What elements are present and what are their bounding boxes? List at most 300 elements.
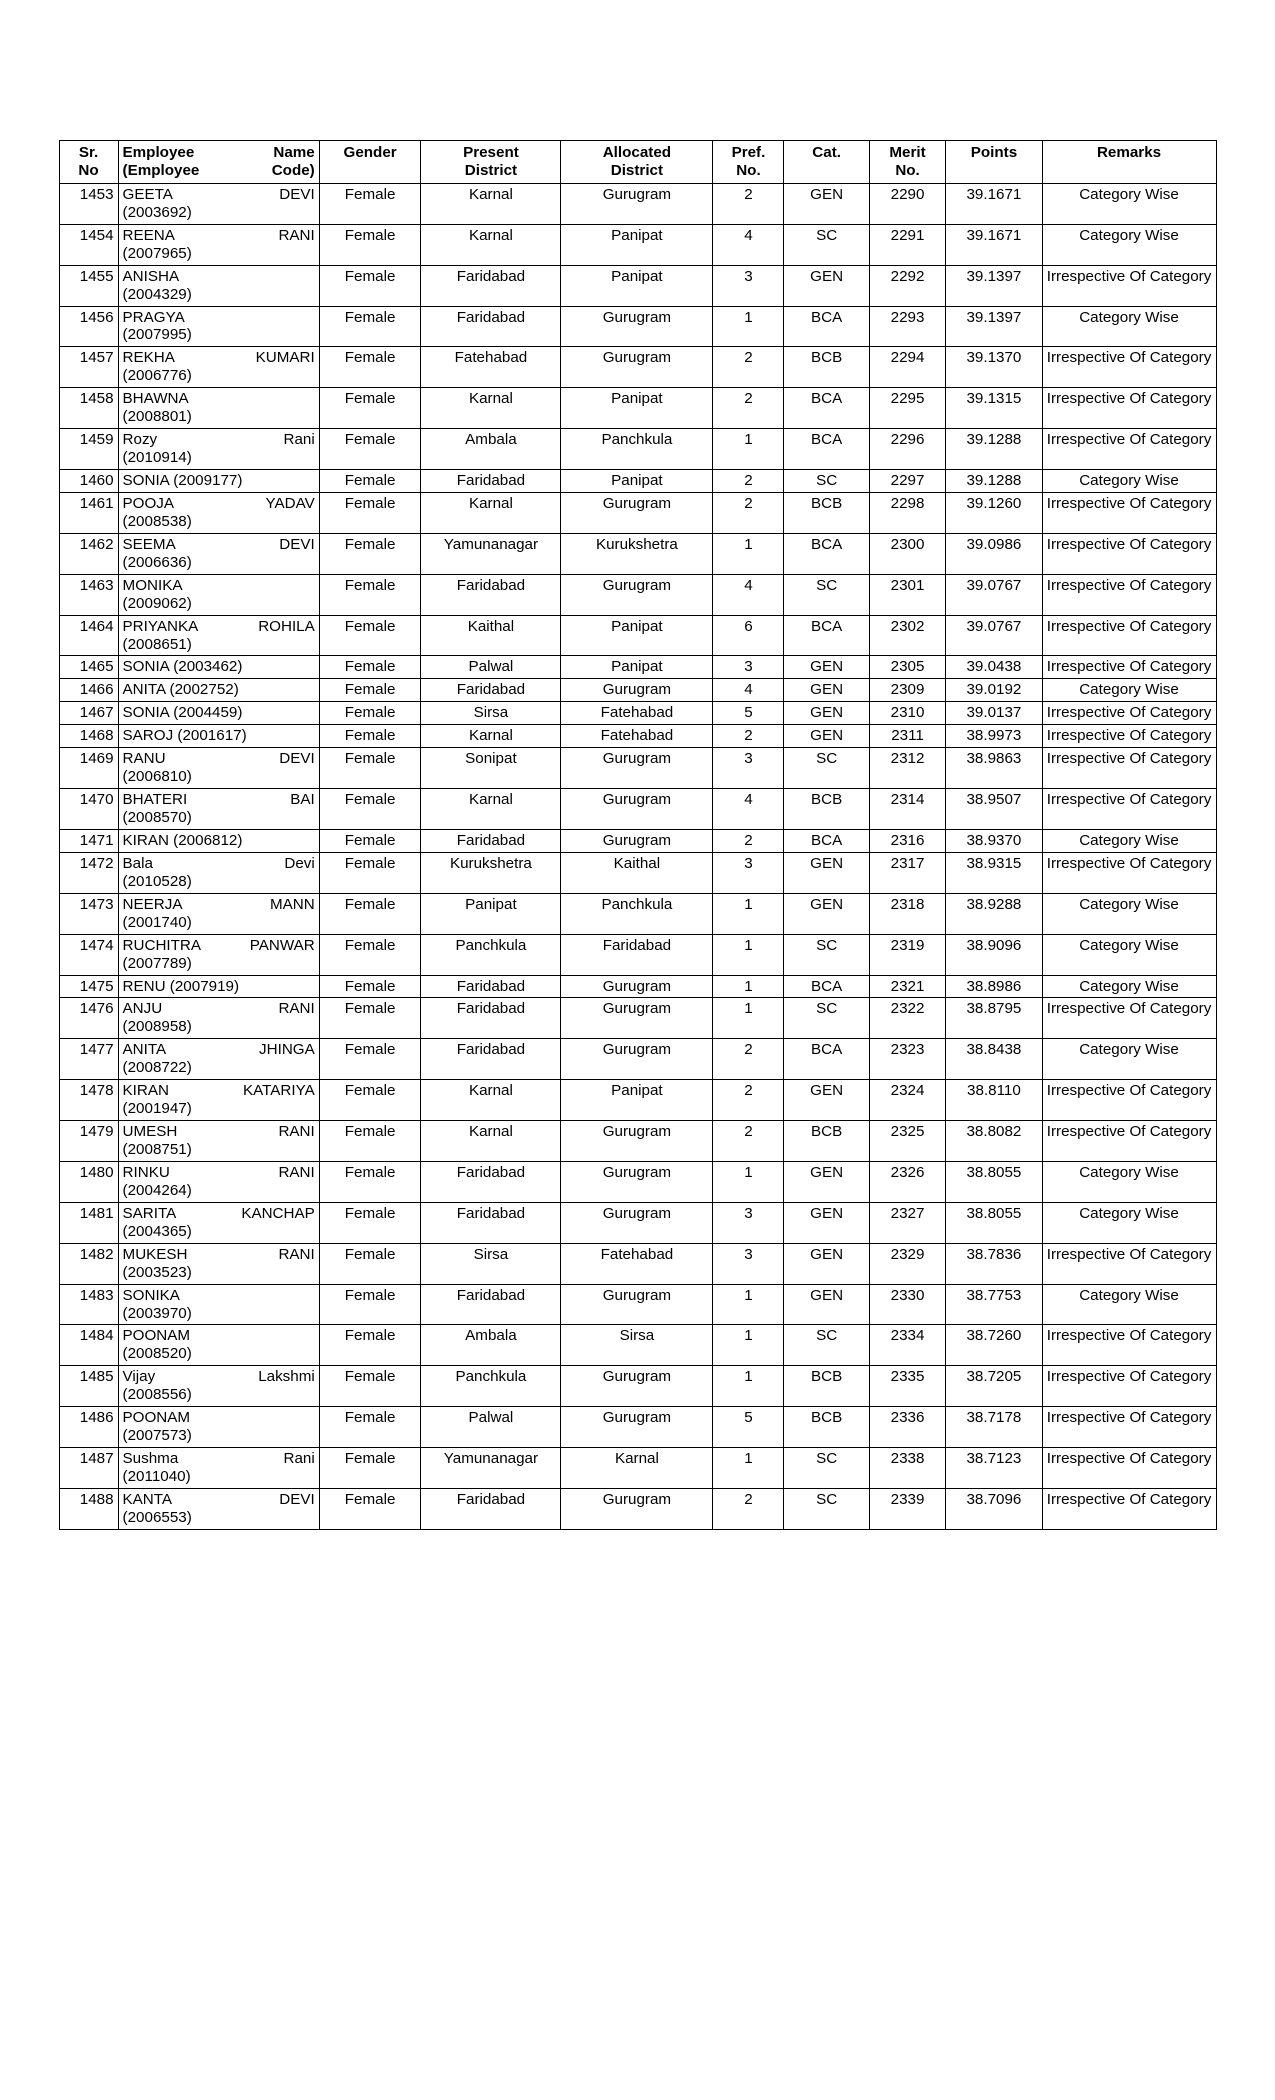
cell-category: SC [784,1325,869,1366]
cell-present-district: Faridabad [421,1202,561,1243]
header-line: Remarks [1096,144,1162,161]
cell-present-district: Karnal [421,1080,561,1121]
table-row [59,1080,1216,1121]
cell-points: 38.9288 [946,893,1042,934]
cell-sr-no: 1474 [59,934,118,975]
employee-code-text: (2007573) [122,1427,192,1445]
cell-employee-name [118,934,319,975]
cell-sr-no: 1483 [59,1284,118,1325]
cell-merit-no: 2301 [869,574,946,615]
cell-employee-name [118,1161,319,1202]
cell-sr-no: 1482 [59,1243,118,1284]
cell-category: SC [784,1488,869,1529]
cell-points: 39.1315 [946,388,1042,429]
cell-category: SC [784,224,869,265]
employee-name-text: BHAWNA [122,390,189,408]
table-row [59,265,1216,306]
cell-sr-no: 1484 [59,1325,118,1366]
cell-pref-no: 3 [713,656,784,679]
cell-pref-no: 1 [713,1161,784,1202]
cell-pref-no: 1 [713,934,784,975]
cell-merit-no: 2334 [869,1325,946,1366]
cell-present-district: Ambala [421,1325,561,1366]
cell-remarks: Category Wise [1042,1161,1216,1202]
employee-code-text: (2008556) [122,1386,192,1404]
cell-merit-no: 2330 [869,1284,946,1325]
cell-pref-no: 1 [713,429,784,470]
employee-code-text: (2008520) [122,1345,192,1363]
cell-allocated-district: Gurugram [561,1407,713,1448]
cell-allocated-district: Gurugram [561,1202,713,1243]
cell-employee-name [118,1407,319,1448]
cell-gender: Female [319,1366,421,1407]
cell-category: BCB [784,1366,869,1407]
cell-points: 38.8082 [946,1121,1042,1162]
cell-gender: Female [319,1284,421,1325]
table-header [59,141,1216,184]
cell-pref-no: 2 [713,1080,784,1121]
cell-sr-no: 1453 [59,183,118,224]
cell-present-district: Faridabad [421,1284,561,1325]
table-row [59,429,1216,470]
cell-pref-no: 3 [713,1243,784,1284]
cell-points: 39.1370 [946,347,1042,388]
cell-employee-name [118,852,319,893]
employee-name-text: PRAGYA [122,308,185,326]
cell-gender: Female [319,429,421,470]
cell-sr-no: 1461 [59,492,118,533]
cell-points: 38.8055 [946,1161,1042,1202]
cell-pref-no: 3 [713,748,784,789]
cell-remarks: Category Wise [1042,1284,1216,1325]
cell-merit-no: 2319 [869,934,946,975]
cell-employee-name [118,1039,319,1080]
cell-gender: Female [319,1448,421,1489]
cell-category: BCA [784,829,869,852]
table-row [59,470,1216,493]
cell-sr-no: 1469 [59,748,118,789]
employee-name-text: KANTA DEVI [122,1490,315,1508]
cell-pref-no: 1 [713,1284,784,1325]
employee-name-text: ANITA (2002752) [122,681,239,699]
cell-allocated-district: Panipat [561,615,713,656]
cell-gender: Female [319,893,421,934]
employee-name-text: SONIA (2003462) [122,658,243,676]
cell-merit-no: 2302 [869,615,946,656]
table-row [59,852,1216,893]
cell-points: 38.9973 [946,725,1042,748]
cell-merit-no: 2311 [869,725,946,748]
table-row [59,1161,1216,1202]
employee-name-text: Sushma Rani [122,1450,315,1468]
cell-present-district: Faridabad [421,998,561,1039]
employee-name-text: SONIA (2004459) [122,704,243,722]
cell-employee-name [118,224,319,265]
employee-code-text: (2006553) [122,1508,192,1526]
cell-merit-no: 2338 [869,1448,946,1489]
employee-name-text: SAROJ (2001617) [122,727,247,745]
cell-sr-no: 1462 [59,533,118,574]
employee-name-text: BHATERI BAI [122,791,315,809]
cell-remarks: Irrespective Of Category [1042,388,1216,429]
cell-sr-no: 1464 [59,615,118,656]
cell-allocated-district: Fatehabad [561,702,713,725]
cell-merit-no: 2325 [869,1121,946,1162]
cell-sr-no: 1480 [59,1161,118,1202]
cell-gender: Female [319,1039,421,1080]
employee-code-text: (2001947) [122,1100,192,1118]
cell-employee-name [118,702,319,725]
header-line: Employee Name [122,144,315,161]
employee-code-text: (2007789) [122,954,192,972]
cell-category: BCA [784,975,869,998]
cell-sr-no: 1466 [59,679,118,702]
cell-category: BCA [784,388,869,429]
cell-points: 38.9096 [946,934,1042,975]
cell-merit-no: 2322 [869,998,946,1039]
cell-present-district: Faridabad [421,1039,561,1080]
cell-employee-name [118,347,319,388]
cell-present-district: Karnal [421,789,561,830]
cell-present-district: Ambala [421,429,561,470]
cell-present-district: Kaithal [421,615,561,656]
cell-sr-no: 1479 [59,1121,118,1162]
cell-remarks: Irrespective Of Category [1042,1366,1216,1407]
cell-allocated-district: Gurugram [561,829,713,852]
employee-name-text: ANITA JHINGA [122,1041,315,1059]
employee-name-text: SEEMA DEVI [122,535,315,553]
cell-category: GEN [784,679,869,702]
cell-allocated-district: Panipat [561,656,713,679]
cell-remarks: Irrespective Of Category [1042,492,1216,533]
employee-code-text: (2011040) [122,1468,191,1485]
cell-category: SC [784,1448,869,1489]
cell-sr-no: 1455 [59,265,118,306]
cell-gender: Female [319,224,421,265]
employee-allocation-table [59,140,1217,1530]
cell-allocated-district: Fatehabad [561,725,713,748]
employee-name-text: POONAM [122,1327,191,1345]
cell-gender: Female [319,574,421,615]
cell-remarks: Irrespective Of Category [1042,1121,1216,1162]
cell-remarks: Irrespective Of Category [1042,1448,1216,1489]
employee-name-text: SONIA (2009177) [122,472,243,489]
cell-sr-no: 1476 [59,998,118,1039]
cell-merit-no: 2312 [869,748,946,789]
cell-remarks: Category Wise [1042,829,1216,852]
cell-remarks: Category Wise [1042,679,1216,702]
header-line: District [464,161,518,179]
cell-points: 39.0192 [946,679,1042,702]
column-header-employee-name [118,141,319,184]
cell-employee-name [118,1284,319,1325]
cell-allocated-district: Kurukshetra [561,533,713,574]
cell-allocated-district: Panipat [561,388,713,429]
table-row [59,829,1216,852]
cell-pref-no: 1 [713,1448,784,1489]
employee-code-text: (2008570) [122,809,192,826]
cell-sr-no: 1458 [59,388,118,429]
cell-points: 38.7205 [946,1366,1042,1407]
cell-points: 38.8986 [946,975,1042,998]
employee-code-text: (2004329) [122,285,192,303]
cell-points: 38.8795 [946,998,1042,1039]
cell-gender: Female [319,725,421,748]
cell-employee-name [118,306,319,347]
table-row [59,975,1216,998]
cell-allocated-district: Kaithal [561,852,713,893]
cell-category: GEN [784,725,869,748]
cell-employee-name [118,429,319,470]
cell-employee-name [118,1488,319,1529]
employee-code-text: (2006776) [122,367,192,385]
table-row [59,183,1216,224]
cell-pref-no: 1 [713,1366,784,1407]
cell-remarks: Irrespective Of Category [1042,702,1216,725]
employee-code-text: (2008751) [122,1141,192,1158]
cell-present-district: Yamunanagar [421,1448,561,1489]
cell-merit-no: 2290 [869,183,946,224]
cell-remarks: Irrespective Of Category [1042,998,1216,1039]
cell-points: 38.9370 [946,829,1042,852]
cell-category: GEN [784,852,869,893]
cell-merit-no: 2327 [869,1202,946,1243]
cell-employee-name [118,492,319,533]
cell-points: 39.0986 [946,533,1042,574]
cell-present-district: Faridabad [421,1161,561,1202]
cell-merit-no: 2336 [869,1407,946,1448]
employee-code-text: (2006810) [122,768,192,786]
cell-employee-name [118,574,319,615]
employee-code-text: (2003523) [122,1263,192,1281]
cell-sr-no: 1477 [59,1039,118,1080]
cell-present-district: Yamunanagar [421,533,561,574]
cell-present-district: Panchkula [421,1366,561,1407]
cell-points: 38.8055 [946,1202,1042,1243]
cell-sr-no: 1457 [59,347,118,388]
cell-employee-name [118,748,319,789]
cell-category: GEN [784,893,869,934]
cell-gender: Female [319,934,421,975]
cell-sr-no: 1481 [59,1202,118,1243]
cell-present-district: Faridabad [421,470,561,493]
cell-merit-no: 2324 [869,1080,946,1121]
employee-name-text: ANJU RANI [122,1000,315,1018]
employee-code-text: (2008722) [122,1059,192,1077]
cell-remarks: Irrespective Of Category [1042,789,1216,830]
cell-employee-name [118,183,319,224]
cell-allocated-district: Faridabad [561,934,713,975]
cell-employee-name [118,265,319,306]
cell-allocated-district: Gurugram [561,183,713,224]
table-row [59,1243,1216,1284]
cell-merit-no: 2326 [869,1161,946,1202]
header-line: Present [463,144,519,161]
cell-allocated-district: Panipat [561,470,713,493]
cell-pref-no: 3 [713,852,784,893]
table-row [59,306,1216,347]
cell-allocated-district: Gurugram [561,679,713,702]
employee-name-text: REKHA KUMARI [122,349,315,367]
cell-category: SC [784,574,869,615]
cell-merit-no: 2292 [869,265,946,306]
cell-points: 38.9863 [946,748,1042,789]
cell-allocated-district: Panipat [561,1080,713,1121]
cell-category: BCA [784,429,869,470]
cell-remarks: Category Wise [1042,183,1216,224]
cell-points: 39.0767 [946,574,1042,615]
cell-gender: Female [319,702,421,725]
cell-present-district: Faridabad [421,975,561,998]
cell-allocated-district: Gurugram [561,975,713,998]
table-row [59,1325,1216,1366]
cell-pref-no: 2 [713,492,784,533]
cell-allocated-district: Fatehabad [561,1243,713,1284]
cell-merit-no: 2294 [869,347,946,388]
cell-merit-no: 2323 [869,1039,946,1080]
cell-pref-no: 2 [713,388,784,429]
cell-gender: Female [319,998,421,1039]
cell-merit-no: 2300 [869,533,946,574]
employee-name-text: RUCHITRA PANWAR [122,936,315,954]
header-line: No. [736,161,761,179]
cell-sr-no: 1487 [59,1448,118,1489]
cell-pref-no: 5 [713,702,784,725]
employee-name-text: RINKU RANI [122,1163,315,1181]
employee-code-text: (2008651) [122,635,192,653]
employee-name-text: PRIYANKA ROHILA [122,617,315,635]
column-header-cat [784,141,869,184]
cell-gender: Female [319,1202,421,1243]
table-row [59,347,1216,388]
cell-category: BCB [784,1407,869,1448]
employee-code-text: (2008538) [122,512,192,530]
cell-remarks: Irrespective Of Category [1042,1325,1216,1366]
column-header-merit-no [869,141,946,184]
cell-merit-no: 2316 [869,829,946,852]
cell-gender: Female [319,789,421,830]
cell-pref-no: 3 [713,265,784,306]
employee-name-text: NEERJA MANN [122,895,315,913]
cell-merit-no: 2293 [869,306,946,347]
cell-remarks: Irrespective Of Category [1042,615,1216,656]
cell-allocated-district: Gurugram [561,1121,713,1162]
cell-gender: Female [319,615,421,656]
cell-remarks: Irrespective Of Category [1042,656,1216,679]
cell-employee-name [118,1080,319,1121]
cell-gender: Female [319,656,421,679]
cell-merit-no: 2317 [869,852,946,893]
employee-name-text: POOJA YADAV [122,494,315,512]
cell-points: 39.1671 [946,224,1042,265]
cell-present-district: Faridabad [421,265,561,306]
cell-sr-no: 1454 [59,224,118,265]
cell-category: BCB [784,1121,869,1162]
employee-code-text: (2001740) [122,913,192,931]
employee-name-text: SARITA KANCHAP [122,1204,315,1222]
cell-gender: Female [319,1161,421,1202]
cell-employee-name [118,1121,319,1162]
cell-sr-no: 1473 [59,893,118,934]
column-header-sr-no [59,141,118,184]
column-header-pref-no [713,141,784,184]
employee-name-text: RENU (2007919) [122,977,240,995]
cell-employee-name [118,725,319,748]
cell-merit-no: 2314 [869,789,946,830]
cell-points: 39.1397 [946,306,1042,347]
cell-pref-no: 3 [713,1202,784,1243]
cell-allocated-district: Panchkula [561,893,713,934]
cell-merit-no: 2310 [869,702,946,725]
cell-remarks: Irrespective Of Category [1042,533,1216,574]
cell-allocated-district: Gurugram [561,347,713,388]
cell-pref-no: 2 [713,183,784,224]
cell-category: GEN [784,1243,869,1284]
employee-name-text: Vijay Lakshmi [122,1368,315,1386]
cell-merit-no: 2321 [869,975,946,998]
cell-points: 39.1288 [946,429,1042,470]
cell-employee-name [118,388,319,429]
employee-code-text: (2008958) [122,1018,192,1036]
employee-code-text: (2009062) [122,594,192,612]
cell-category: GEN [784,265,869,306]
cell-allocated-district: Gurugram [561,1488,713,1529]
cell-employee-name [118,1202,319,1243]
cell-merit-no: 2339 [869,1488,946,1529]
cell-allocated-district: Gurugram [561,1039,713,1080]
employee-name-text: MUKESH RANI [122,1245,315,1263]
employee-code-text: (2006636) [122,553,192,571]
table-row [59,934,1216,975]
employee-code-text: (2007995) [122,326,192,344]
merit-table-container [59,140,1217,1530]
cell-points: 38.9315 [946,852,1042,893]
cell-points: 38.9507 [946,789,1042,830]
employee-name-text: SONIKA [122,1286,180,1304]
cell-gender: Female [319,679,421,702]
cell-allocated-district: Gurugram [561,574,713,615]
cell-allocated-district: Gurugram [561,492,713,533]
cell-pref-no: 2 [713,1488,784,1529]
cell-gender: Female [319,388,421,429]
header-line: District [610,161,664,179]
table-row [59,574,1216,615]
cell-sr-no: 1465 [59,656,118,679]
cell-sr-no: 1470 [59,789,118,830]
cell-category: BCA [784,1039,869,1080]
table-row [59,1448,1216,1489]
cell-gender: Female [319,1325,421,1366]
cell-present-district: Sirsa [421,1243,561,1284]
cell-remarks: Irrespective Of Category [1042,852,1216,893]
cell-category: BCA [784,615,869,656]
cell-allocated-district: Gurugram [561,1161,713,1202]
cell-present-district: Karnal [421,224,561,265]
cell-employee-name [118,1366,319,1407]
cell-employee-name [118,998,319,1039]
cell-gender: Female [319,1407,421,1448]
cell-present-district: Faridabad [421,574,561,615]
employee-name-text: GEETA DEVI [122,185,315,203]
table-row [59,1284,1216,1325]
cell-pref-no: 4 [713,679,784,702]
cell-sr-no: 1486 [59,1407,118,1448]
cell-remarks: Category Wise [1042,224,1216,265]
cell-pref-no: 2 [713,1039,784,1080]
employee-code-text: (2004264) [122,1181,192,1199]
cell-merit-no: 2291 [869,224,946,265]
cell-pref-no: 1 [713,893,784,934]
